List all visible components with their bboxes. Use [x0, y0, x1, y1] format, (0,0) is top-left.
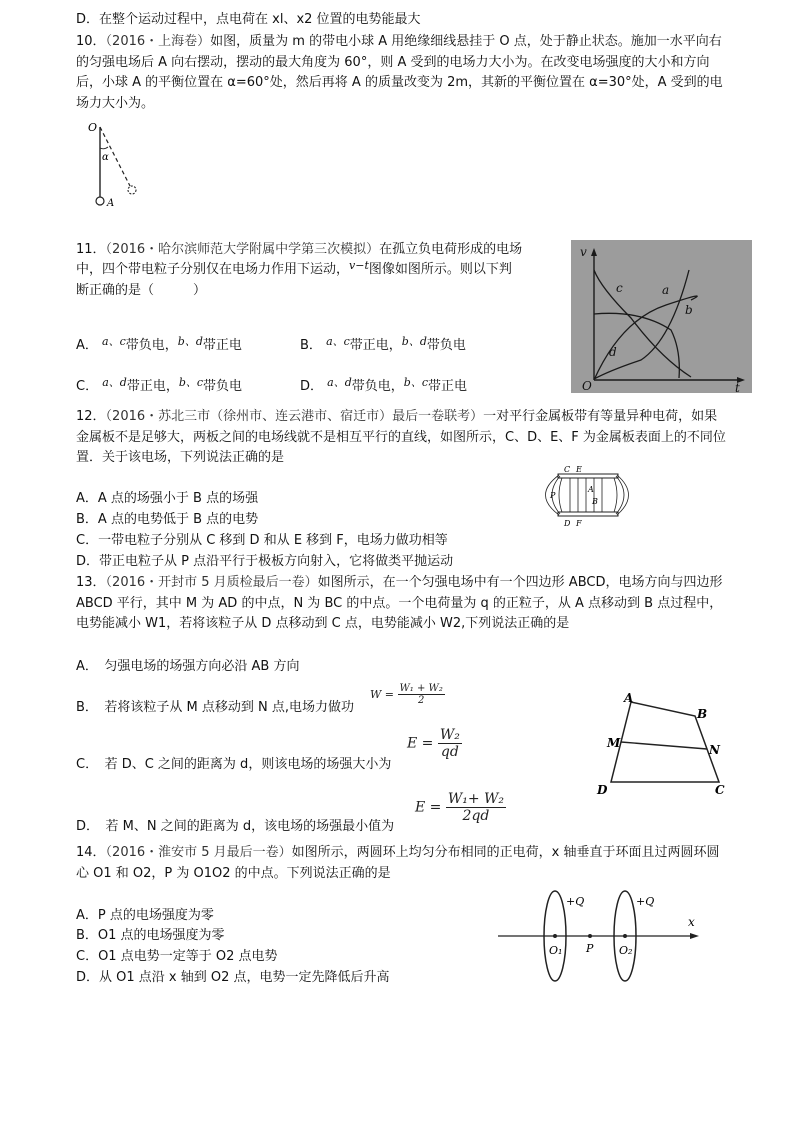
q11-label-t: t	[735, 381, 740, 393]
q11-label-a: a	[662, 283, 670, 297]
q14-number: 14．	[76, 845, 106, 860]
q12-stem	[76, 407, 726, 469]
q11-option-c-text2: 带负电	[203, 379, 243, 394]
q11-line3: 断正确的是（ ）	[76, 283, 207, 298]
q14-point-o1	[553, 934, 557, 938]
q14-point-p	[588, 934, 592, 938]
q13-option-c: C． 若 D、C 之间的距离为 d，则该电场的场强大小为	[76, 757, 392, 772]
q11-line1-rest: 在孤立负电荷形成的电场	[379, 242, 523, 257]
q11-option-a-label: A．	[76, 338, 98, 353]
q11-option-c-vars2: b、c	[178, 376, 204, 389]
q11-option-c-label: C．	[76, 379, 99, 394]
q12-source: （2016・苏北三市（徐州市、连云港市、宿迁市）最后一卷联考）	[105, 409, 484, 424]
q11-option-d-label: D．	[300, 379, 324, 394]
q11-option-a	[76, 336, 242, 356]
q13-formula-b-den: 2	[418, 695, 425, 706]
q13-source: （2016・开封市 5 月质检最后一卷）	[105, 575, 318, 590]
q10-label-o: O	[88, 121, 98, 134]
q13-formula-b-lhs: W =	[370, 688, 395, 701]
q14-label-o2: O₂	[619, 944, 633, 957]
q12-label-c: C	[564, 465, 571, 474]
q12-label-a: A	[588, 485, 594, 494]
q11-label-d: d	[609, 345, 617, 359]
q10-stem	[76, 32, 724, 114]
q13-formula-d-den: 2qd	[462, 808, 490, 824]
q13-number: 13．	[76, 575, 106, 590]
q11-option-c-text1: 带正电，	[126, 379, 179, 394]
q12-option-d: D．带正电粒子从 P 点沿平行于极板方向射入，它将做类平抛运动	[76, 554, 454, 569]
q13-mn-line	[621, 742, 707, 749]
q9-option-d: D．在整个运动过程中，点电荷在 xl、x2 位置的电势能最大	[76, 12, 421, 27]
q12-top-plate	[558, 474, 618, 478]
q14-label-q2: +Q	[636, 895, 655, 908]
q12-label-d: D	[564, 519, 571, 528]
q10-ball-displaced	[128, 186, 136, 194]
q14-label-x: x	[688, 915, 695, 929]
q10-label-a: A	[107, 198, 115, 209]
q14-label-o1: O₁	[549, 944, 563, 957]
q13-formula-c-lhs: E =	[407, 735, 434, 752]
q13-label-n: N	[709, 743, 720, 757]
q13-label-c: C	[715, 783, 725, 797]
q11-option-b-text1: 带正电，	[349, 338, 402, 353]
q12-option-b: B．A 点的电势低于 B 点的电势	[76, 512, 259, 527]
q11-label-origin: O	[582, 379, 592, 393]
q11-vt-graph	[571, 240, 752, 393]
q11-option-a-vars2: b、d	[177, 335, 203, 348]
q10-text: 如图，质量为 m 的带电小球 A 用绝缘细线悬挂于 O 点，处于静止状态。施加一水平向右的匀强电场后 A 向右摆动，摆动的最大角度为 60°，则 A 受到的电场力大小为。在改变电场强度的大小和方向后，小球 A 的平衡位置在 α=60°处，然后再将 A 的质量改变为 2m，其新的平衡位置在 α=30°处，A 受到的电场力大小为。	[76, 34, 723, 111]
q11-option-c-vars1: a、d	[102, 376, 127, 389]
q13-option-a: A． 匀强电场的场强方向必沿 AB 方向	[76, 659, 300, 674]
q11-option-d-vars1: a、d	[327, 376, 352, 389]
q11-label-v: v	[580, 245, 587, 259]
q11-option-d-vars2: b、c	[403, 376, 428, 389]
q13-label-a: A	[624, 691, 634, 705]
q14-text: 如图所示，两圆环上均匀分布相同的正电荷，x 轴垂直于环面且过两圆环圆心 O1 和 O2，P 为 O1O2 的中点。下列说法正确的是	[76, 845, 720, 881]
q13-formula-b-num: W₁ + W₂	[399, 683, 443, 694]
q11-label-b: b	[685, 303, 693, 317]
q10-source: （2016・上海卷）	[105, 34, 211, 49]
q11-option-b-label: B．	[300, 338, 322, 353]
q11-line2	[76, 260, 512, 280]
q14-stem	[76, 843, 726, 884]
q12-label-p: P	[550, 491, 556, 500]
q11-option-a-text1: 带负电，	[125, 338, 178, 353]
q11-line2-post: 图像如图所示。则以下判	[368, 262, 512, 277]
q12-capacitor-figure	[530, 462, 640, 528]
q13-formula-c	[407, 727, 462, 760]
q11-option-d-text2: 带正电	[427, 379, 467, 394]
q12-option-c: C．一带电粒子分别从 C 移到 D 和从 E 移到 F，电场力做功相等	[76, 533, 448, 548]
q11-line1	[76, 240, 522, 260]
q11-vt-symbol: v−t	[349, 259, 369, 272]
q11-option-b-vars1: a、c	[326, 335, 350, 348]
q11-option-b	[300, 336, 466, 356]
q11-option-d	[300, 377, 467, 397]
q10-angle-arc	[100, 147, 108, 149]
q12-option-a: A．A 点的场强小于 B 点的场强	[76, 491, 259, 506]
q12-label-b: B	[592, 497, 598, 506]
q12-bottom-plate	[558, 512, 618, 516]
q10-pendulum-figure	[86, 120, 146, 212]
q13-label-m: M	[607, 736, 621, 750]
q11-option-a-text2: 带正电	[202, 338, 242, 353]
q12-label-f: F	[576, 519, 582, 528]
q13-formula-b	[370, 683, 445, 706]
q11-label-c: c	[616, 281, 623, 295]
q13-formula-c-num: W₂	[439, 727, 460, 743]
q13-formula-d-lhs: E =	[415, 799, 442, 816]
q14-label-q1: +Q	[566, 895, 585, 908]
q13-quadrilateral-figure	[595, 690, 735, 802]
q12-number: 12．	[76, 409, 106, 424]
q12-field-lines	[546, 475, 629, 515]
q11-option-c	[76, 377, 242, 397]
q11-option-b-vars2: b、d	[401, 335, 427, 348]
q10-ball-a	[96, 197, 104, 205]
q13-option-b: B． 若将该粒子从 M 点移动到 N 点,电场力做功	[76, 700, 355, 715]
q13-label-b: B	[697, 707, 708, 721]
q14-option-a: A．P 点的电场强度为零	[76, 908, 214, 923]
q13-formula-d	[415, 791, 506, 824]
q13-formula-d-num: W₁+ W₂	[447, 791, 505, 807]
q10-label-alpha: α	[102, 152, 109, 163]
q13-text: 如图所示，在一个匀强电场中有一个四边形 ABCD，电场方向与四边形 ABCD 平行，其中 M 为 AD 的中点，N 为 BC 的中点。一个电荷量为 q 的正粒子，从 A 点移动到 B 点过程中，电势能减小 W1，若将该粒子从 D 点移动到 C 点，电势能减小 W2,下列说法正确的是	[76, 575, 723, 631]
q14-x-axis-arrow	[690, 933, 699, 939]
q14-option-b: B．O1 点的电场强度为零	[76, 928, 225, 943]
q11-number: 11．	[76, 242, 106, 257]
q11-source: （2016・哈尔滨师范大学附属中学第三次模拟）	[105, 242, 380, 257]
q14-rings-figure	[496, 888, 706, 988]
q12-label-e: E	[576, 465, 582, 474]
q14-option-c: C．O1 点电势一定等于 O2 点电势	[76, 949, 278, 964]
q14-point-o2	[623, 934, 627, 938]
q14-source: （2016・淮安市 5 月最后一卷）	[105, 845, 292, 860]
q14-option-d: D．从 O1 点沿 x 轴到 O2 点，电势一定先降低后升高	[76, 970, 390, 985]
q11-option-a-vars1: a、c	[102, 335, 126, 348]
q13-formula-c-den: qd	[440, 744, 459, 760]
q13-stem	[76, 573, 726, 635]
q10-number: 10．	[76, 34, 106, 49]
q14-label-p: P	[586, 942, 594, 955]
q11-line2-pre: 中，四个带电粒子分别仅在电场力作用下运动，	[76, 262, 350, 277]
q13-option-d: D． 若 M、N 之间的距离为 d，该电场的场强最小值为	[76, 819, 395, 834]
q12-text: 一对平行金属板带有等量异种电荷，如果金属板不是足够大，两板之间的电场线就不是相互平行的直线，如图所示，C、D、E、F 为金属板表面上的不同位置．关于该电场，下列说法正确的是	[76, 409, 726, 465]
q11-option-d-text1: 带负电，	[351, 379, 404, 394]
q11-option-b-text2: 带负电	[426, 338, 466, 353]
q13-label-d: D	[597, 783, 608, 797]
